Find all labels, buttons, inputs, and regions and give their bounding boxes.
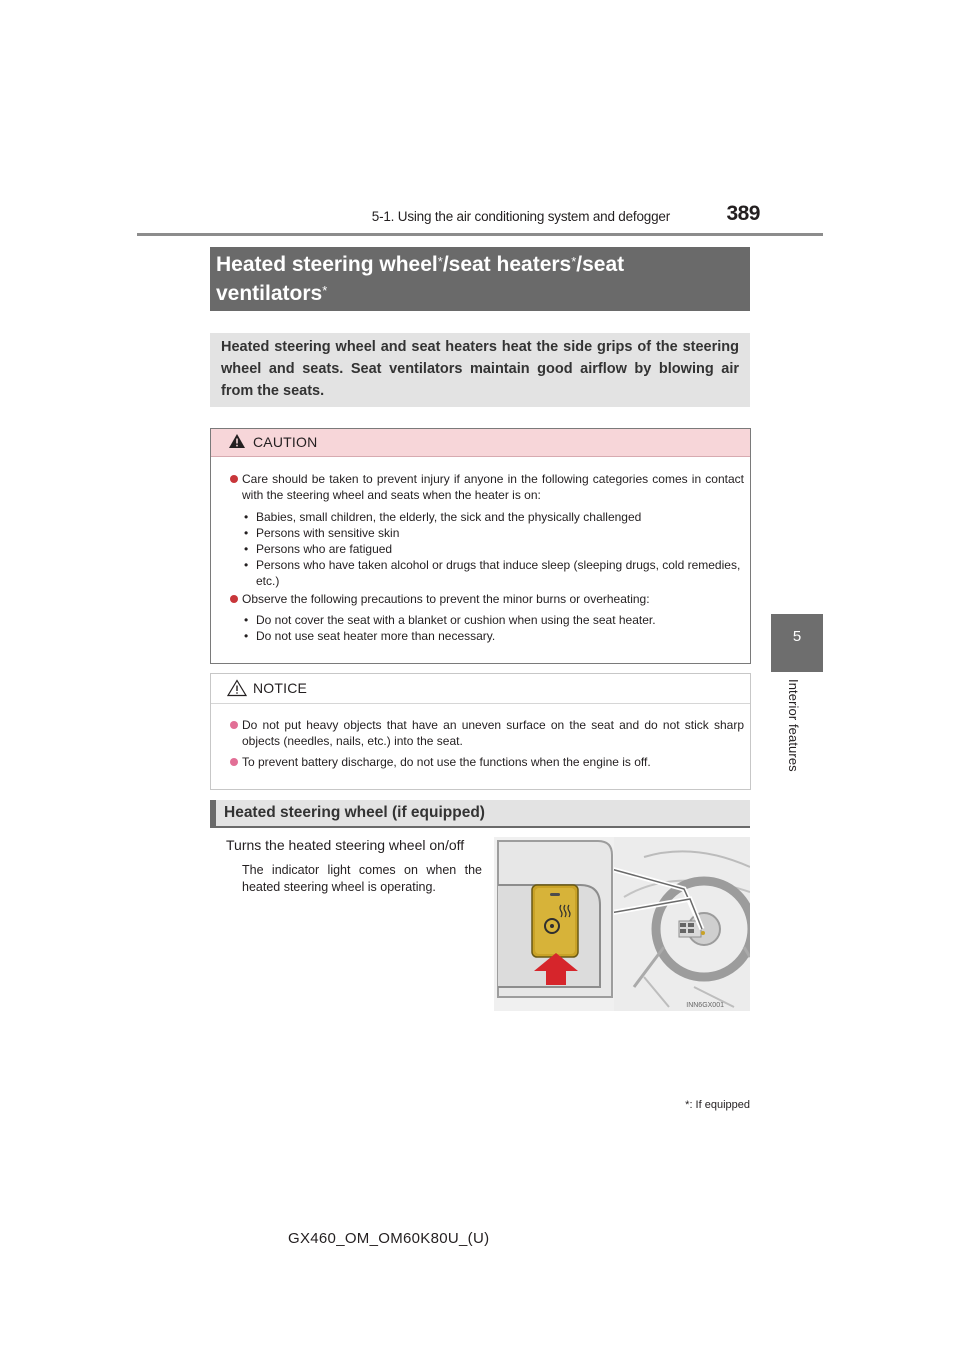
- caution-subitem: • Babies, small children, the elderly, the sick and the physically challenged: [244, 510, 642, 524]
- caution-title: CAUTION: [253, 434, 318, 450]
- caution-item: Care should be taken to prevent injury if anyone in the following categories comes in contact with the steering wheel and seats when the heater is on:: [228, 471, 744, 503]
- page-number: 389: [726, 202, 760, 225]
- heated-steering-switch-illustration: [494, 837, 750, 1011]
- asterisk-mark: *: [437, 254, 443, 269]
- header-rule: [137, 233, 823, 236]
- section-heading: Heated steering wheel (if equipped): [224, 804, 485, 821]
- model-code: GX460_OM_OM60K80U_(U): [288, 1230, 490, 1247]
- indicator-note: The indicator light comes on when the heated steering wheel is operating.: [242, 863, 482, 894]
- chapter-number: 5: [792, 628, 802, 645]
- bullet-dot: [230, 721, 238, 729]
- caution-subitem: • Persons with sensitive skin: [244, 526, 400, 540]
- intro-text: Heated steering wheel and seat heaters heat the side grips of the steering wheel and seats. Seat ventilators maintain good airflow by blowing air from the seats.: [221, 339, 739, 399]
- illustration-code: INN6GX001: [686, 1002, 724, 1009]
- chapter-label: Interior features: [786, 679, 801, 772]
- bullet-dot: [230, 475, 238, 483]
- notice-item: To prevent battery discharge, do not use the functions when the engine is off.: [228, 754, 744, 770]
- caution-item: Observe the following precautions to prevent the minor burns or overheating:: [228, 591, 744, 607]
- notice-title: NOTICE: [253, 680, 308, 696]
- caution-subitem: • Do not cover the seat with a blanket or cushion when using the seat heater.: [244, 613, 656, 627]
- caution-subitem: • Do not use seat heater more than necessary.: [244, 629, 496, 643]
- caution-subitem: • Persons who are fatigued: [244, 542, 393, 556]
- warning-triangle-outline-icon: [227, 679, 247, 697]
- notice-item: Do not put heavy objects that have an uneven surface on the seat and do not stick sharp objects (needles, nails, etc.) into the seat.: [228, 717, 744, 749]
- footnote: *: If equipped: [685, 1099, 750, 1111]
- asterisk-mark: *: [571, 254, 577, 269]
- section-heading-rule: [210, 826, 750, 828]
- bullet-dot: [230, 758, 238, 766]
- asterisk-mark: *: [322, 283, 328, 298]
- warning-triangle-icon: [228, 433, 246, 449]
- running-header-section: 5-1. Using the air conditioning system and defogger: [371, 209, 670, 224]
- caution-subitem: • Persons who have taken alcohol or drugs that induce sleep (sleeping drugs, cold remedies, etc.): [244, 558, 741, 588]
- section-heading-accent: [210, 800, 216, 826]
- page-title: Heated steering wheel*/seat heaters*/seat ventilators*: [216, 253, 625, 305]
- asterisk-mark: *: [685, 1099, 690, 1111]
- bullet-dot: [230, 595, 238, 603]
- instruction-text: Turns the heated steering wheel on/off: [226, 837, 465, 853]
